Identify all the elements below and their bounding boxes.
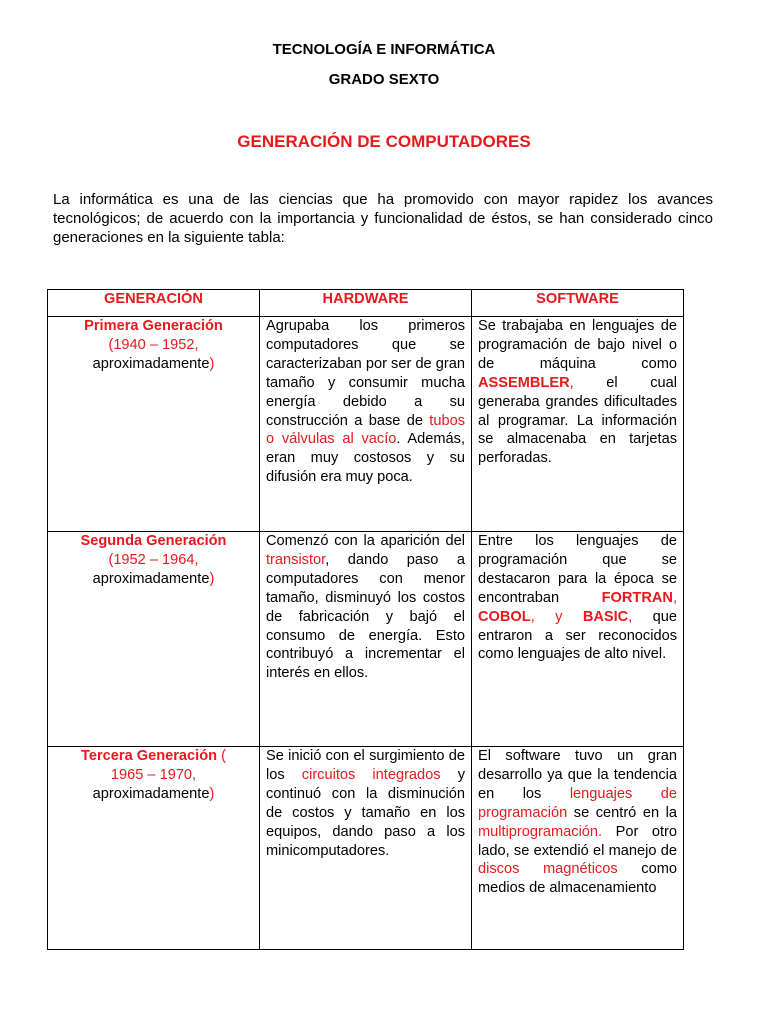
software-language: ASSEMBLER — [478, 374, 570, 391]
hardware-highlight: transistor — [266, 551, 326, 568]
table-row — [48, 747, 684, 950]
software-punct: , y — [530, 608, 583, 625]
software-text: se centró en la — [567, 804, 677, 821]
hardware-text: Comenzó con la aparición del — [266, 533, 465, 549]
header-software: SOFTWARE — [472, 290, 684, 317]
generation-name: Primera Generación — [84, 318, 223, 334]
software-text: que entraron a ser reconocidos como lenguajes de alto nivel. — [478, 608, 678, 663]
generation-approx: aproximadamente — [92, 785, 210, 802]
software-highlight: multiprogramación. — [478, 823, 603, 840]
software-cell — [472, 532, 684, 747]
table-row — [48, 532, 684, 747]
software-punct: , — [672, 589, 677, 606]
generations-table — [47, 289, 684, 950]
software-highlight: lenguajes de programación — [478, 785, 677, 821]
hardware-cell — [260, 747, 472, 950]
header-hardware: HARDWARE — [260, 290, 472, 317]
hardware-cell — [260, 317, 472, 532]
hardware-text: y continuó con la disminución de costos y tamaño en los equipos, dando paso a los minicomputadores. — [266, 766, 465, 859]
generation-close: ) — [209, 355, 215, 372]
software-language: COBOL — [478, 608, 531, 625]
hardware-highlight: tubos o válvulas al vacío — [266, 412, 465, 448]
header-generation: GENERACIÓN — [48, 290, 260, 317]
software-punct: , — [569, 374, 574, 391]
grade-label: GRADO SEXTO — [328, 71, 440, 88]
software-punct: , — [628, 608, 633, 625]
software-text: como medios de almacenamiento — [478, 861, 677, 897]
intro-paragraph: La informática es una de las ciencias que ha promovido con mayor rapidez los avances tecnológicos; de acuerdo con la importancia y funcionalidad de éstos, se han considerado cinco generaciones en la siguiente tabla: — [53, 191, 713, 246]
software-cell — [472, 317, 684, 532]
software-highlight: discos magnéticos — [478, 861, 618, 878]
software-text: El software tuvo un gran desarrollo ya que la tendencia en los — [478, 748, 677, 802]
table-row — [48, 317, 684, 532]
hardware-text: . Además, eran muy costosos y su difusión era muy poca. — [266, 431, 465, 486]
generation-years: (1940 – 1952, — [108, 336, 199, 353]
generation-name: Segunda Generación — [80, 533, 227, 549]
generation-approx: aproximadamente — [92, 355, 210, 372]
generation-close: ) — [209, 570, 215, 587]
generation-name: Tercera Generación — [81, 748, 218, 764]
hardware-highlight: circuitos integrados — [301, 766, 441, 783]
hardware-text: Agrupaba los primeros computadores que se caracterizaban por ser de gran tamaño y consumir mucha energía debido a su construcción a base de — [266, 318, 465, 429]
generation-cell — [48, 747, 260, 950]
generation-years-open: ( — [217, 748, 226, 764]
hardware-cell — [260, 532, 472, 747]
hardware-text: Se inició con el surgimiento de los — [266, 748, 465, 783]
generation-approx: aproximadamente — [92, 570, 210, 587]
generation-cell — [48, 532, 260, 747]
generation-cell — [48, 317, 260, 532]
software-language: FORTRAN — [601, 589, 673, 606]
school-title: TECNOLOGÍA E INFORMÁTICA — [272, 41, 496, 58]
generation-years: 1965 – 1970, — [110, 766, 197, 783]
software-text: Se trabajaba en lenguajes de programación de bajo nivel o de máquina como — [478, 318, 677, 372]
software-text: el cual generaba grandes dificultades al programar. La información se almacenaba en tarjetas perforadas. — [478, 374, 677, 467]
table-header-row — [48, 290, 684, 317]
generation-close: ) — [209, 785, 215, 802]
software-cell — [472, 747, 684, 950]
software-text: Entre los lenguajes de programación que se destacaron para la época se encontraban — [478, 533, 677, 606]
generation-years: (1952 – 1964, — [108, 551, 199, 568]
document-title: GENERACIÓN DE COMPUTADORES — [237, 132, 531, 151]
software-text: Por otro lado, se extendió el manejo de — [478, 823, 677, 859]
hardware-text: , dando paso a computadores con menor tamaño, disminuyó los costos de fabricación y bajó el consumo de energía. Esto contribuyó a incrementar el interés en ellos. — [266, 551, 465, 682]
software-language: BASIC — [582, 608, 629, 625]
